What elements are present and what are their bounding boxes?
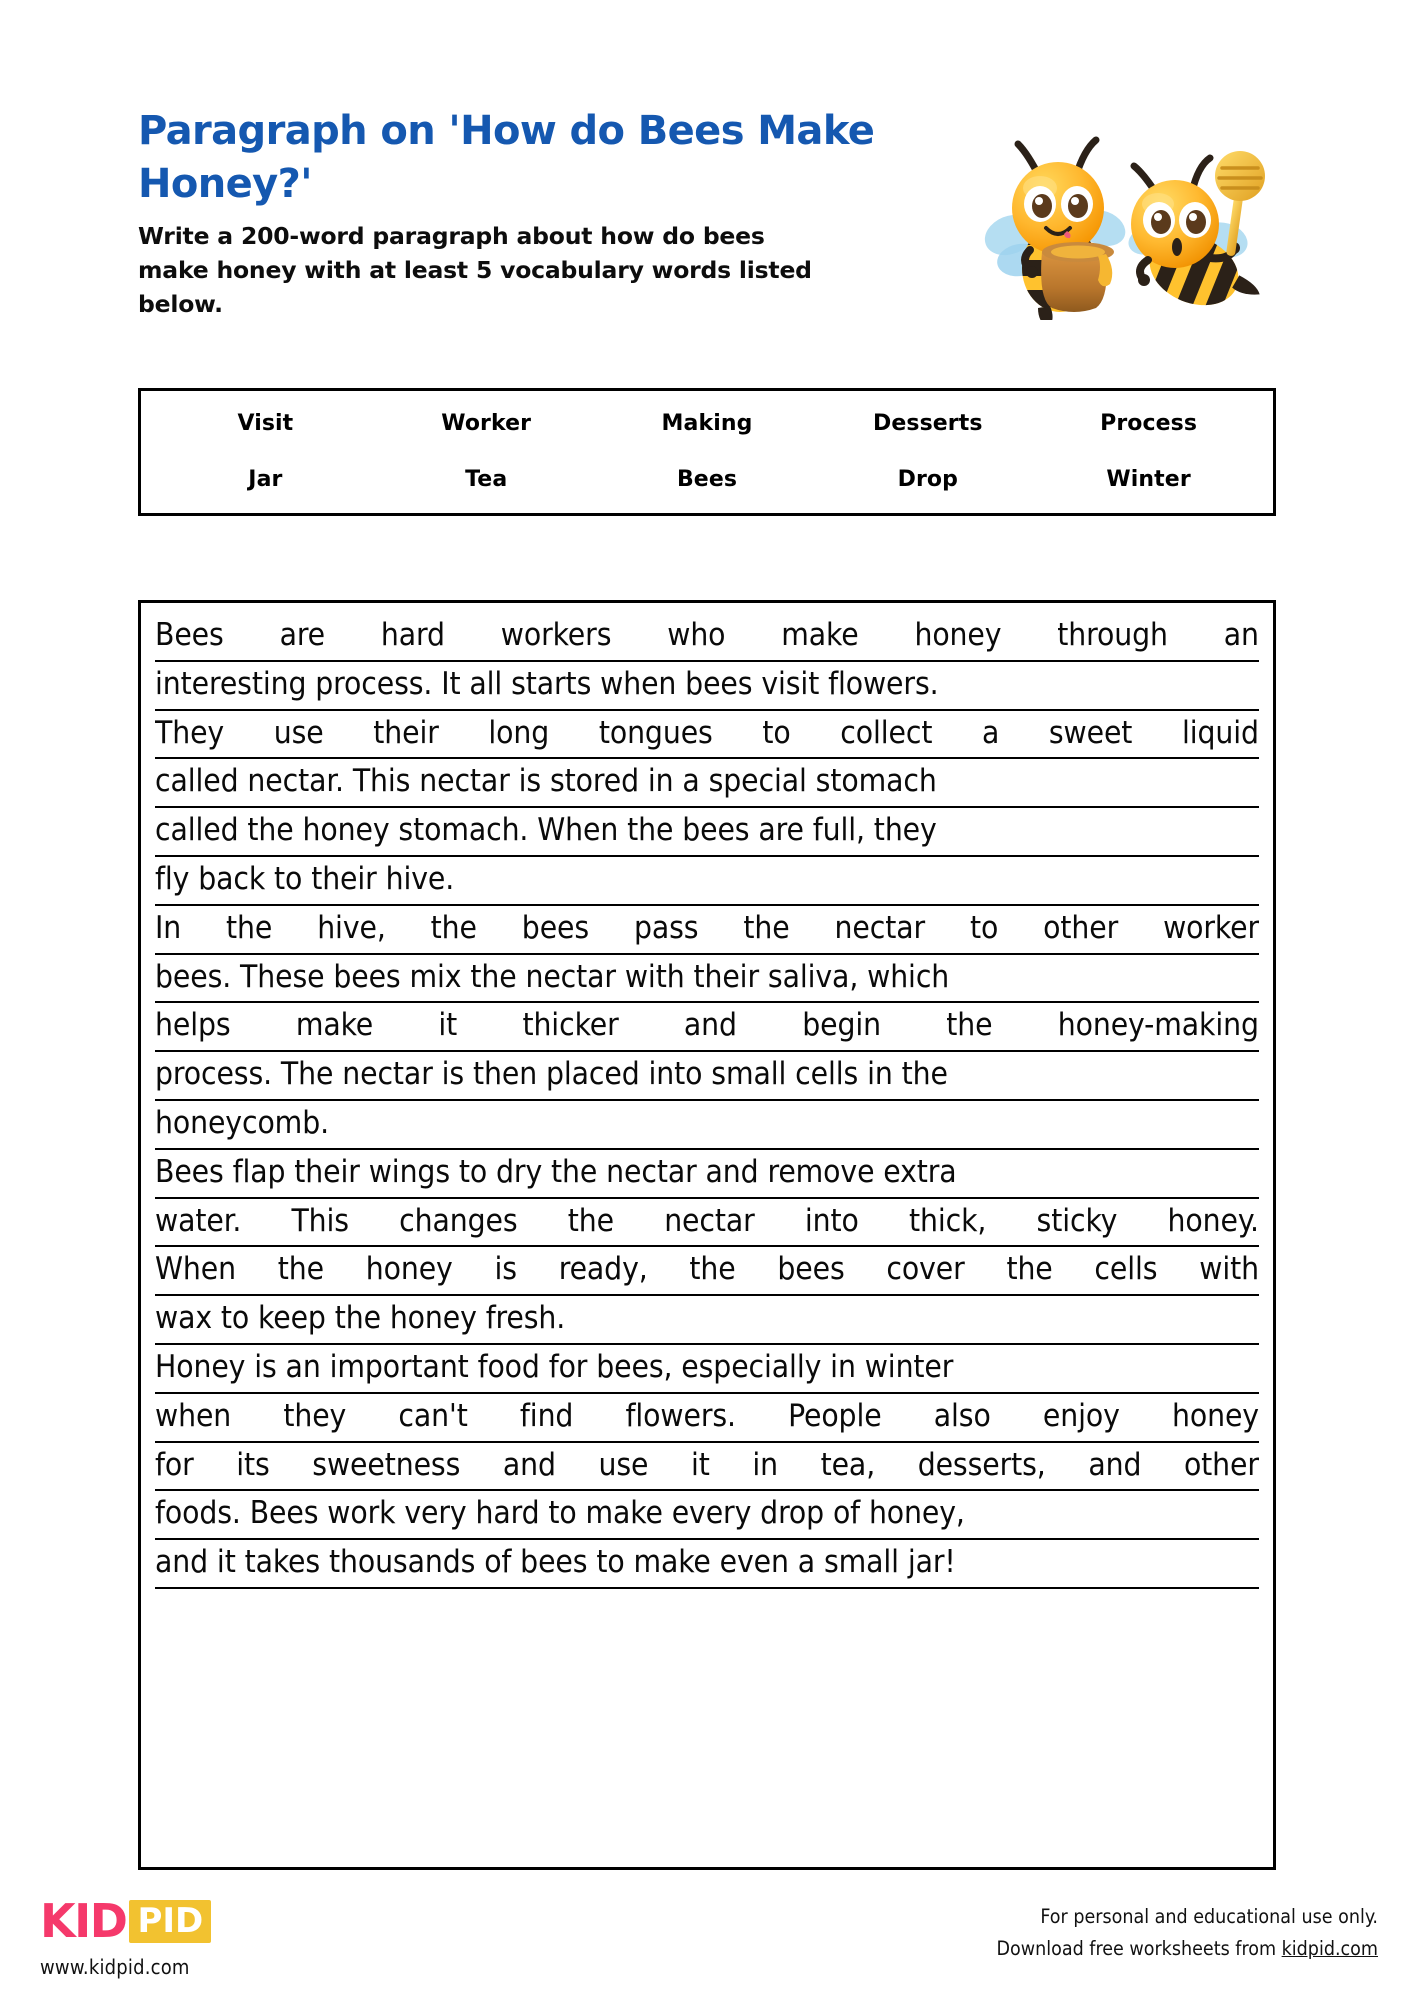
essay-word: enjoy xyxy=(1042,1397,1120,1434)
essay-line xyxy=(155,1540,1259,1589)
essay-word: other xyxy=(1043,909,1119,946)
essay-word: is xyxy=(494,1251,517,1288)
essay-line xyxy=(155,1052,1259,1101)
footer-usage-note xyxy=(997,1901,1379,1965)
essay-word: nectar xyxy=(834,909,926,946)
essay-line-text: honeycomb. xyxy=(155,1104,329,1141)
essay-word: the xyxy=(743,909,790,946)
essay-word: other xyxy=(1183,1446,1259,1483)
essay-word: in xyxy=(752,1446,778,1483)
essay-line xyxy=(155,1296,1259,1345)
essay-line-text: interesting process. It all starts when bees visit flowers. xyxy=(155,665,939,702)
footer-note-prefix: Download free worksheets from xyxy=(996,1937,1282,1961)
essay-word: are xyxy=(279,617,326,653)
essay-line xyxy=(155,808,1259,857)
essay-word: thicker xyxy=(522,1007,619,1044)
vocab-word: Making xyxy=(661,410,753,436)
essay-word: honey-making xyxy=(1057,1007,1259,1044)
essay-word: who xyxy=(667,617,726,653)
essay-text xyxy=(155,613,1259,1589)
essay-line xyxy=(155,1247,1259,1296)
essay-word: begin xyxy=(802,1007,881,1044)
essay-word: This xyxy=(291,1202,349,1239)
kidpid-brand xyxy=(40,1895,211,1979)
essay-word: the xyxy=(946,1007,993,1044)
essay-word: cells xyxy=(1094,1251,1158,1288)
essay-word: nectar xyxy=(664,1202,755,1239)
vocab-word: Tea xyxy=(465,466,508,492)
essay-word: honey xyxy=(365,1251,453,1288)
essay-word: the xyxy=(277,1251,324,1288)
essay-word: long xyxy=(488,714,550,751)
essay-line-text: foods. Bees work very hard to make every drop of honey, xyxy=(155,1495,965,1532)
answer-writing-area[interactable] xyxy=(138,600,1276,1870)
essay-word: honey xyxy=(914,617,1002,653)
essay-line-text: Bees flap their wings to dry the nectar and remove extra xyxy=(155,1153,957,1190)
vocab-word: Drop xyxy=(897,466,958,492)
essay-word: and xyxy=(1088,1446,1142,1483)
essay-line xyxy=(155,1150,1259,1199)
essay-word: ready, xyxy=(558,1251,648,1288)
essay-word: tea, xyxy=(820,1446,876,1483)
instruction-text: Write a 200-word paragraph about how do bees make honey with at least 5 vocabulary words listed below. xyxy=(138,221,812,318)
essay-line xyxy=(155,857,1259,906)
essay-word: and xyxy=(683,1007,737,1044)
essay-word: they xyxy=(283,1397,347,1434)
essay-word: thick, xyxy=(909,1202,987,1239)
essay-line xyxy=(155,955,1259,1004)
essay-line xyxy=(155,1199,1259,1248)
essay-word: it xyxy=(438,1007,458,1044)
vocab-word: Process xyxy=(1100,410,1198,436)
essay-word: use xyxy=(273,714,324,751)
brand-website-url: www.kidpid.com xyxy=(40,1955,190,1979)
vocab-word: Winter xyxy=(1106,466,1191,492)
essay-word: sticky xyxy=(1036,1202,1118,1239)
worksheet-header xyxy=(138,105,1278,335)
essay-word: helps xyxy=(155,1007,231,1044)
essay-line xyxy=(155,613,1259,662)
essay-word: sweet xyxy=(1048,714,1133,751)
essay-word: the xyxy=(430,909,477,946)
essay-line-text: wax to keep the honey fresh. xyxy=(155,1300,566,1337)
essay-line xyxy=(155,1345,1259,1394)
vocabulary-grid xyxy=(141,391,1273,513)
bee-with-honey-pot xyxy=(979,140,1131,320)
essay-word: make xyxy=(781,617,859,653)
essay-word: hive, xyxy=(317,909,386,946)
essay-line xyxy=(155,1443,1259,1492)
vocab-word: Jar xyxy=(248,466,283,492)
essay-line xyxy=(155,662,1259,711)
footer-note-line-2 xyxy=(997,1933,1379,1965)
vocab-word: Desserts xyxy=(873,410,983,436)
essay-word: it xyxy=(690,1446,710,1483)
essay-line-text: fly back to their hive. xyxy=(155,860,455,897)
essay-line-text: called the honey stomach. When the bees are full, they xyxy=(155,812,937,849)
essay-word: collect xyxy=(840,714,933,751)
essay-word: cover xyxy=(886,1251,965,1288)
essay-word: People xyxy=(788,1397,882,1434)
essay-word: a xyxy=(981,714,1000,751)
essay-line xyxy=(155,1101,1259,1150)
essay-line xyxy=(155,711,1259,760)
essay-word: make xyxy=(295,1007,374,1044)
essay-word: find xyxy=(519,1397,574,1434)
essay-word: their xyxy=(373,714,439,751)
essay-word: water. xyxy=(155,1202,242,1239)
bees-illustration xyxy=(972,100,1272,320)
essay-line-text: bees. These bees mix the nectar with their saliva, which xyxy=(155,958,950,995)
vocabulary-word-bank xyxy=(138,388,1276,516)
essay-word: its xyxy=(236,1446,270,1483)
essay-line xyxy=(155,759,1259,808)
essay-word: bees xyxy=(521,909,590,946)
page-title: Paragraph on 'How do Bees Make Honey?' xyxy=(138,108,875,207)
essay-word: into xyxy=(804,1202,859,1239)
essay-word: hard xyxy=(380,617,445,653)
essay-word: and xyxy=(502,1446,556,1483)
essay-word: In xyxy=(155,909,182,946)
essay-word: liquid xyxy=(1181,714,1259,751)
essay-word: tongues xyxy=(598,714,713,751)
essay-word: the xyxy=(1006,1251,1053,1288)
essay-word: also xyxy=(933,1397,991,1434)
essay-line-text: called nectar. This nectar is stored in a special stomach xyxy=(155,763,937,800)
vocab-word: Worker xyxy=(441,410,532,436)
essay-word: the xyxy=(689,1251,736,1288)
kidpid-logo xyxy=(40,1895,211,1947)
essay-line-text: Honey is an important food for bees, especially in winter xyxy=(155,1348,954,1385)
essay-word: workers xyxy=(500,617,612,653)
essay-word: with xyxy=(1199,1251,1259,1288)
essay-word: desserts, xyxy=(917,1446,1046,1483)
essay-word: the xyxy=(567,1202,614,1239)
bee-with-honey-dipper xyxy=(1125,151,1272,320)
essay-word: can't xyxy=(398,1397,468,1434)
vocab-word: Bees xyxy=(676,466,738,492)
essay-word: the xyxy=(226,909,273,946)
page-footer xyxy=(0,1895,1414,2000)
footer-note-line-1: For personal and educational use only. xyxy=(1040,1905,1378,1928)
essay-word: bees xyxy=(777,1251,845,1288)
essay-word: worker xyxy=(1163,909,1259,946)
essay-line xyxy=(155,906,1259,955)
essay-word: sweetness xyxy=(312,1446,461,1483)
essay-word: through xyxy=(1057,617,1168,653)
essay-line xyxy=(155,1491,1259,1540)
essay-word: pass xyxy=(633,909,699,946)
essay-line-text: and it takes thousands of bees to make even a small jar! xyxy=(155,1544,956,1581)
header-text-block xyxy=(138,105,998,321)
essay-line-text: process. The nectar is then placed into small cells in the xyxy=(155,1056,948,1093)
essay-word: flowers. xyxy=(625,1397,736,1434)
essay-word: to xyxy=(762,714,791,751)
logo-pid-text: PID xyxy=(129,1900,211,1943)
essay-word: When xyxy=(155,1251,236,1288)
essay-word: when xyxy=(155,1397,232,1434)
essay-word: They xyxy=(155,714,225,751)
essay-word: to xyxy=(969,909,999,946)
essay-word: use xyxy=(598,1446,649,1483)
kidpid-link[interactable]: kidpid.com xyxy=(1281,1937,1378,1961)
essay-word: an xyxy=(1223,617,1259,653)
essay-line xyxy=(155,1394,1259,1443)
essay-line xyxy=(155,1003,1259,1052)
essay-word: changes xyxy=(399,1202,518,1239)
essay-word: honey. xyxy=(1167,1202,1259,1239)
essay-word: honey xyxy=(1171,1397,1259,1434)
essay-word: for xyxy=(155,1446,194,1483)
logo-kid-text: KID xyxy=(40,1894,127,1948)
vocab-word: Visit xyxy=(237,410,294,436)
essay-word: Bees xyxy=(155,617,224,653)
